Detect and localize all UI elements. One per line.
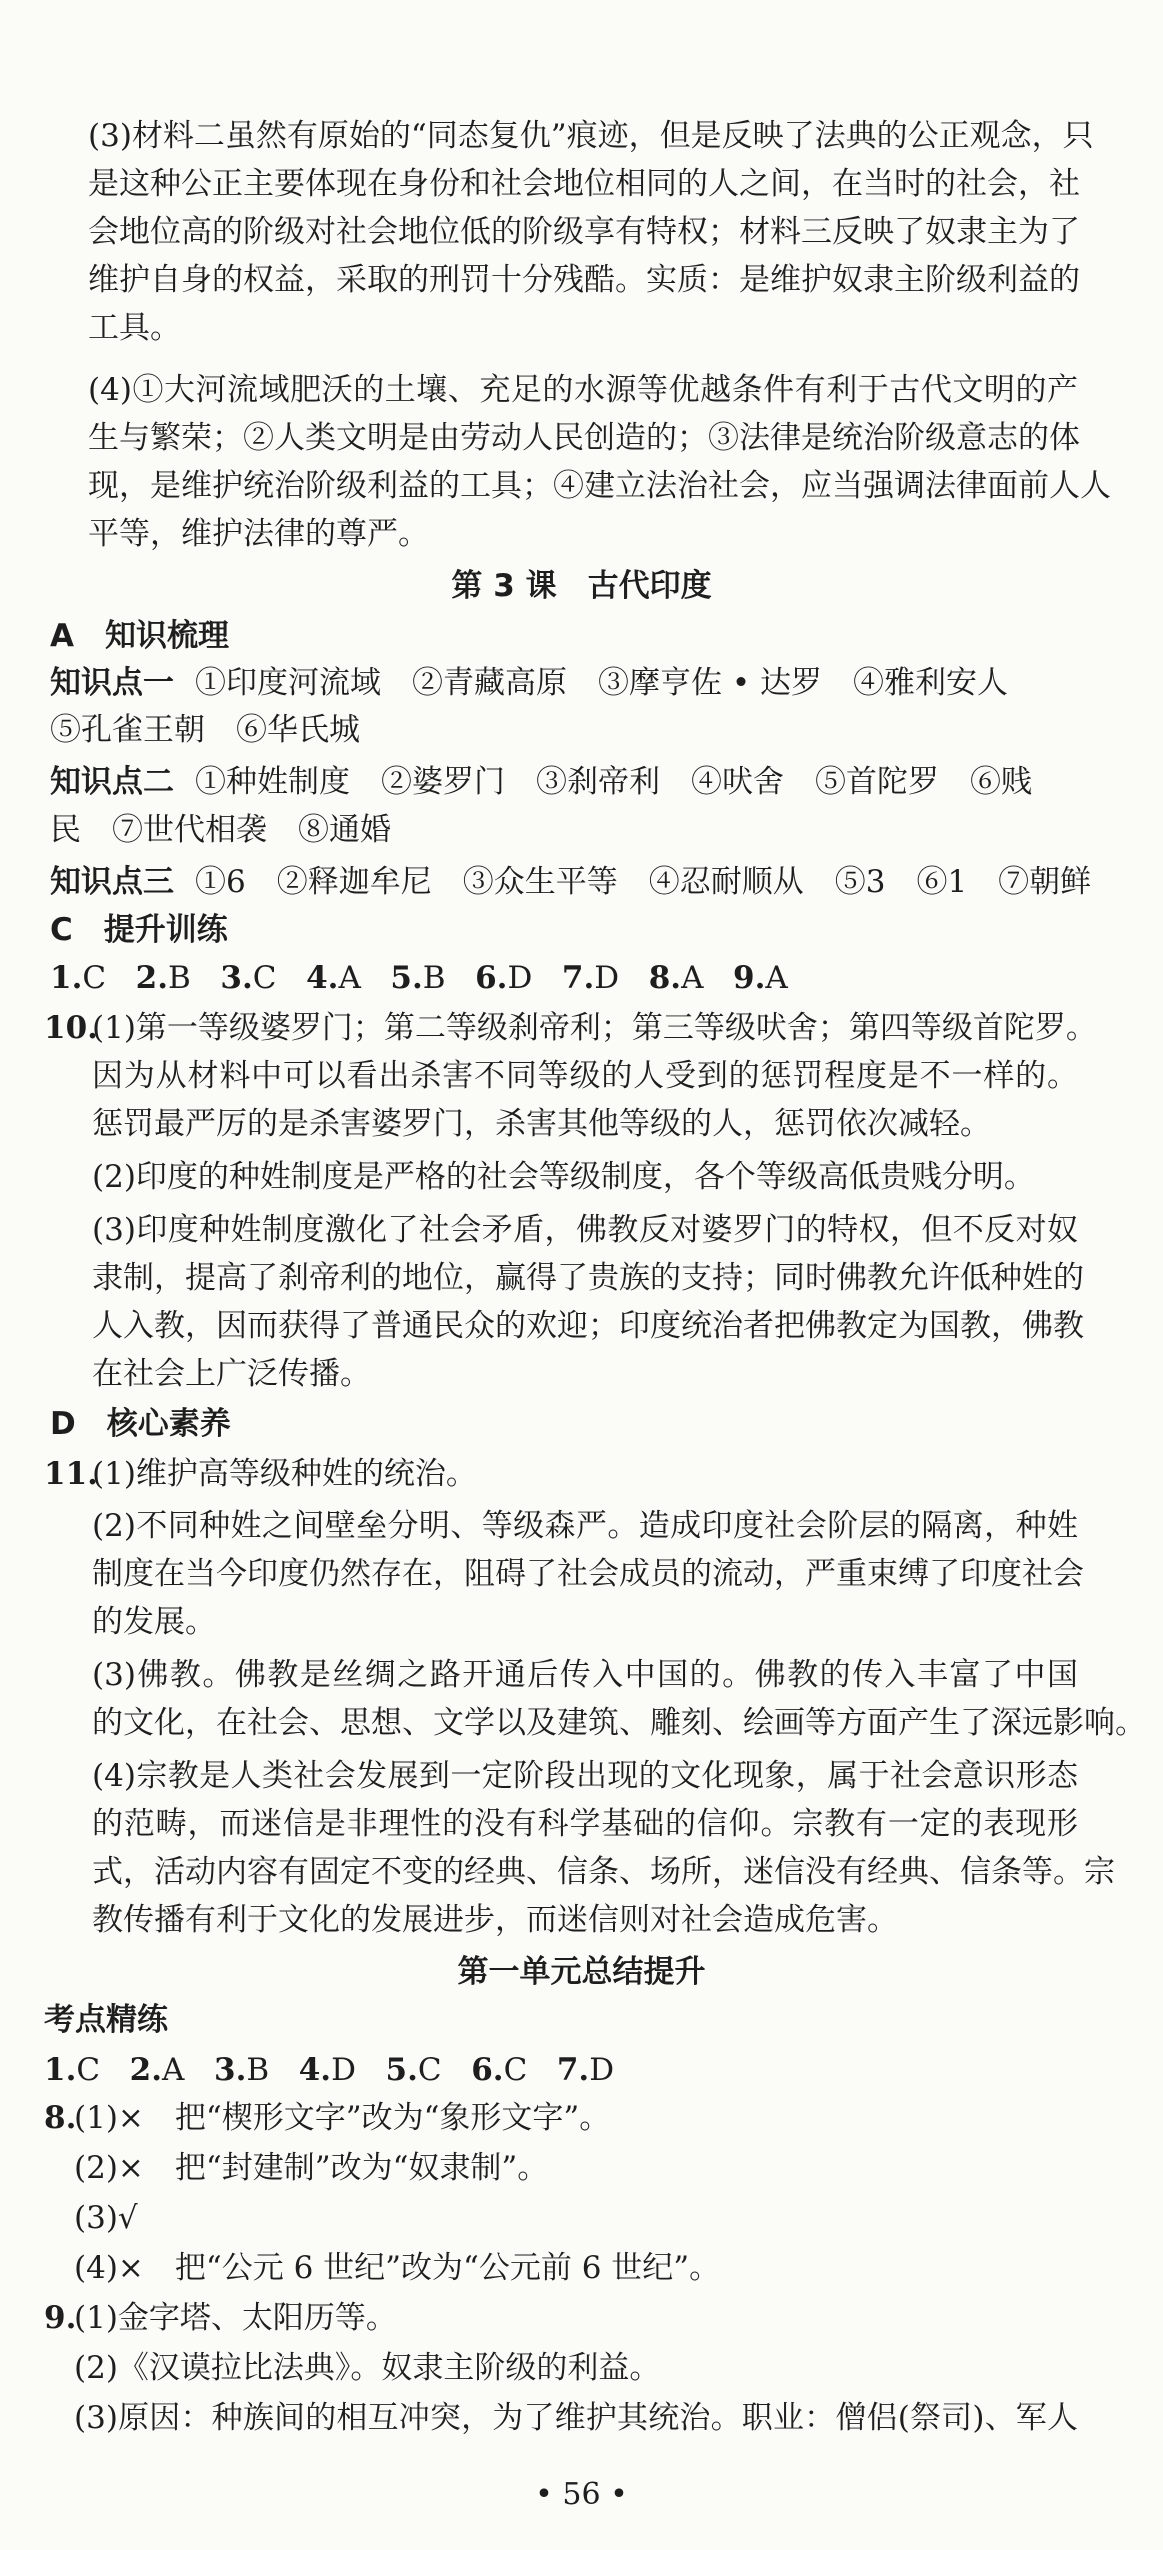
unit-title: 第一单元总结提升 (457, 1954, 706, 1990)
text-line: 的发展。 (92, 1604, 216, 1640)
text-line: 隶制，提高了刹帝利的地位，赢得了贵族的支持；同时佛教允许低种姓的 (92, 1260, 1084, 1296)
text-line: 现，是维护统治阶级利益的工具；④建立法治社会，应当强调法律面前人人 (88, 468, 1111, 504)
text-line: 惩罚最严厉的是杀害婆罗门，杀害其他等级的人，惩罚依次减轻。 (92, 1106, 991, 1142)
text-line: ①印度河流域 ②青藏高原 ③摩亨佐 • 达罗 ④雅利安人 (195, 665, 1008, 701)
text-line: (2)印度的种姓制度是严格的社会等级制度，各个等级高低贵贱分明。 (92, 1159, 1035, 1195)
text-line: 在社会上广泛传播。 (92, 1356, 371, 1392)
text-line: 生与繁荣；②人类文明是由劳动人民创造的；③法律是统治阶级意志的体 (88, 420, 1080, 456)
text-line: (4)× 把“公元 6 世纪”改为“公元前 6 世纪”。 (74, 2250, 721, 2286)
knowledge-label: 知识点二 (50, 764, 174, 800)
text-line: (1)维护高等级种姓的统治。 (92, 1456, 477, 1492)
text-line: 维护自身的权益，采取的刑罚十分残酷。实质：是维护奴隶主阶级利益的 (88, 262, 1080, 298)
text-line: 式，活动内容有固定不变的经典、信条、场所，迷信没有经典、信条等。宗 (92, 1854, 1115, 1890)
text-line: ①6 ②释迦牟尼 ③众生平等 ④忍耐顺从 ⑤3 ⑥1 ⑦朝鲜 (195, 864, 1092, 900)
text-line: (2)《汉谟拉比法典》。奴隶主阶级的利益。 (74, 2350, 661, 2386)
text-line: (2)× 把“封建制”改为“奴隶制”。 (74, 2150, 549, 2186)
text-line: 会地位高的阶级对社会地位低的阶级享有特权；材料三反映了奴隶主为了 (88, 214, 1080, 250)
section-heading: 考点精练 (44, 2002, 168, 2038)
question-number: 11. (44, 1456, 98, 1492)
section-heading: D 核心素养 (50, 1406, 231, 1442)
page-number: • 56 • (535, 2477, 628, 2512)
text-line: (1)第一等级婆罗门；第二等级刹帝利；第三等级吠舍；第四等级首陀罗。 (92, 1010, 1097, 1046)
text-line: 是这种公正主要体现在身份和社会地位相同的人之间，在当时的社会，社 (88, 166, 1080, 202)
text-line: (1)× 把“楔形文字”改为“象形文字”。 (74, 2100, 611, 2136)
text-line: 教传播有利于文化的发展进步，而迷信则对社会造成危害。 (92, 1902, 898, 1938)
text-line: (3)材料二虽然有原始的“同态复仇”痕迹，但是反映了法典的公正观念，只 (88, 118, 1094, 154)
mc-answers: 1.C 2.B 3.C 4.A 5.B 6.D 7.D 8.A 9.A (50, 960, 788, 996)
text-line: 的范畴，而迷信是非理性的没有科学基础的信仰。宗教有一定的表现形 (92, 1806, 1078, 1842)
text-line: ①种姓制度 ②婆罗门 ③刹帝利 ④吠舍 ⑤首陀罗 ⑥贱 (195, 764, 1032, 800)
text-line: 工具。 (88, 310, 181, 346)
text-line: 的文化，在社会、思想、文学以及建筑、雕刻、绘画等方面产生了深远影响。 (92, 1705, 1146, 1741)
text-line: 民 ⑦世代相袭 ⑧通婚 (50, 812, 391, 848)
knowledge-label: 知识点一 (50, 665, 174, 701)
text-line: 平等，维护法律的尊严。 (88, 516, 429, 552)
text-line: (3)印度种姓制度激化了社会矛盾，佛教反对婆罗门的特权，但不反对奴 (92, 1212, 1078, 1248)
section-heading: C 提升训练 (50, 912, 228, 948)
knowledge-label: 知识点三 (50, 864, 174, 900)
question-number: 9. (44, 2300, 77, 2336)
text-line: (4)宗教是人类社会发展到一定阶段出现的文化现象，属于社会意识形态 (92, 1758, 1078, 1794)
question-number: 10. (44, 1010, 98, 1046)
text-line: ⑤孔雀王朝 ⑥华氏城 (50, 712, 360, 748)
question-number: 8. (44, 2100, 77, 2136)
text-line: (3)原因：种族间的相互冲突，为了维护其统治。职业：僧侣(祭司)、军人 (74, 2400, 1078, 2436)
text-line: (1)金字塔、太阳历等。 (74, 2300, 397, 2336)
text-line: 人入教，因而获得了普通民众的欢迎；印度统治者把佛教定为国教，佛教 (92, 1308, 1084, 1344)
text-line: (3)佛教。佛教是丝绸之路开通后传入中国的。佛教的传入丰富了中国 (92, 1657, 1078, 1693)
section-heading: A 知识梳理 (50, 618, 229, 654)
text-line: (2)不同种姓之间壁垒分明、等级森严。造成印度社会阶层的隔离，种姓 (92, 1508, 1078, 1544)
lesson-title: 第 3 课 古代印度 (451, 568, 712, 604)
text-line: (4)①大河流域肥沃的土壤、充足的水源等优越条件有利于古代文明的产 (88, 372, 1078, 408)
mc-answers: 1.C 2.A 3.B 4.D 5.C 6.C 7.D (44, 2052, 615, 2088)
text-line: 因为从材料中可以看出杀害不同等级的人受到的惩罚程度是不一样的。 (92, 1058, 1078, 1094)
text-line: (3)√ (74, 2200, 138, 2236)
text-line: 制度在当今印度仍然存在，阻碍了社会成员的流动，严重束缚了印度社会 (92, 1556, 1084, 1592)
